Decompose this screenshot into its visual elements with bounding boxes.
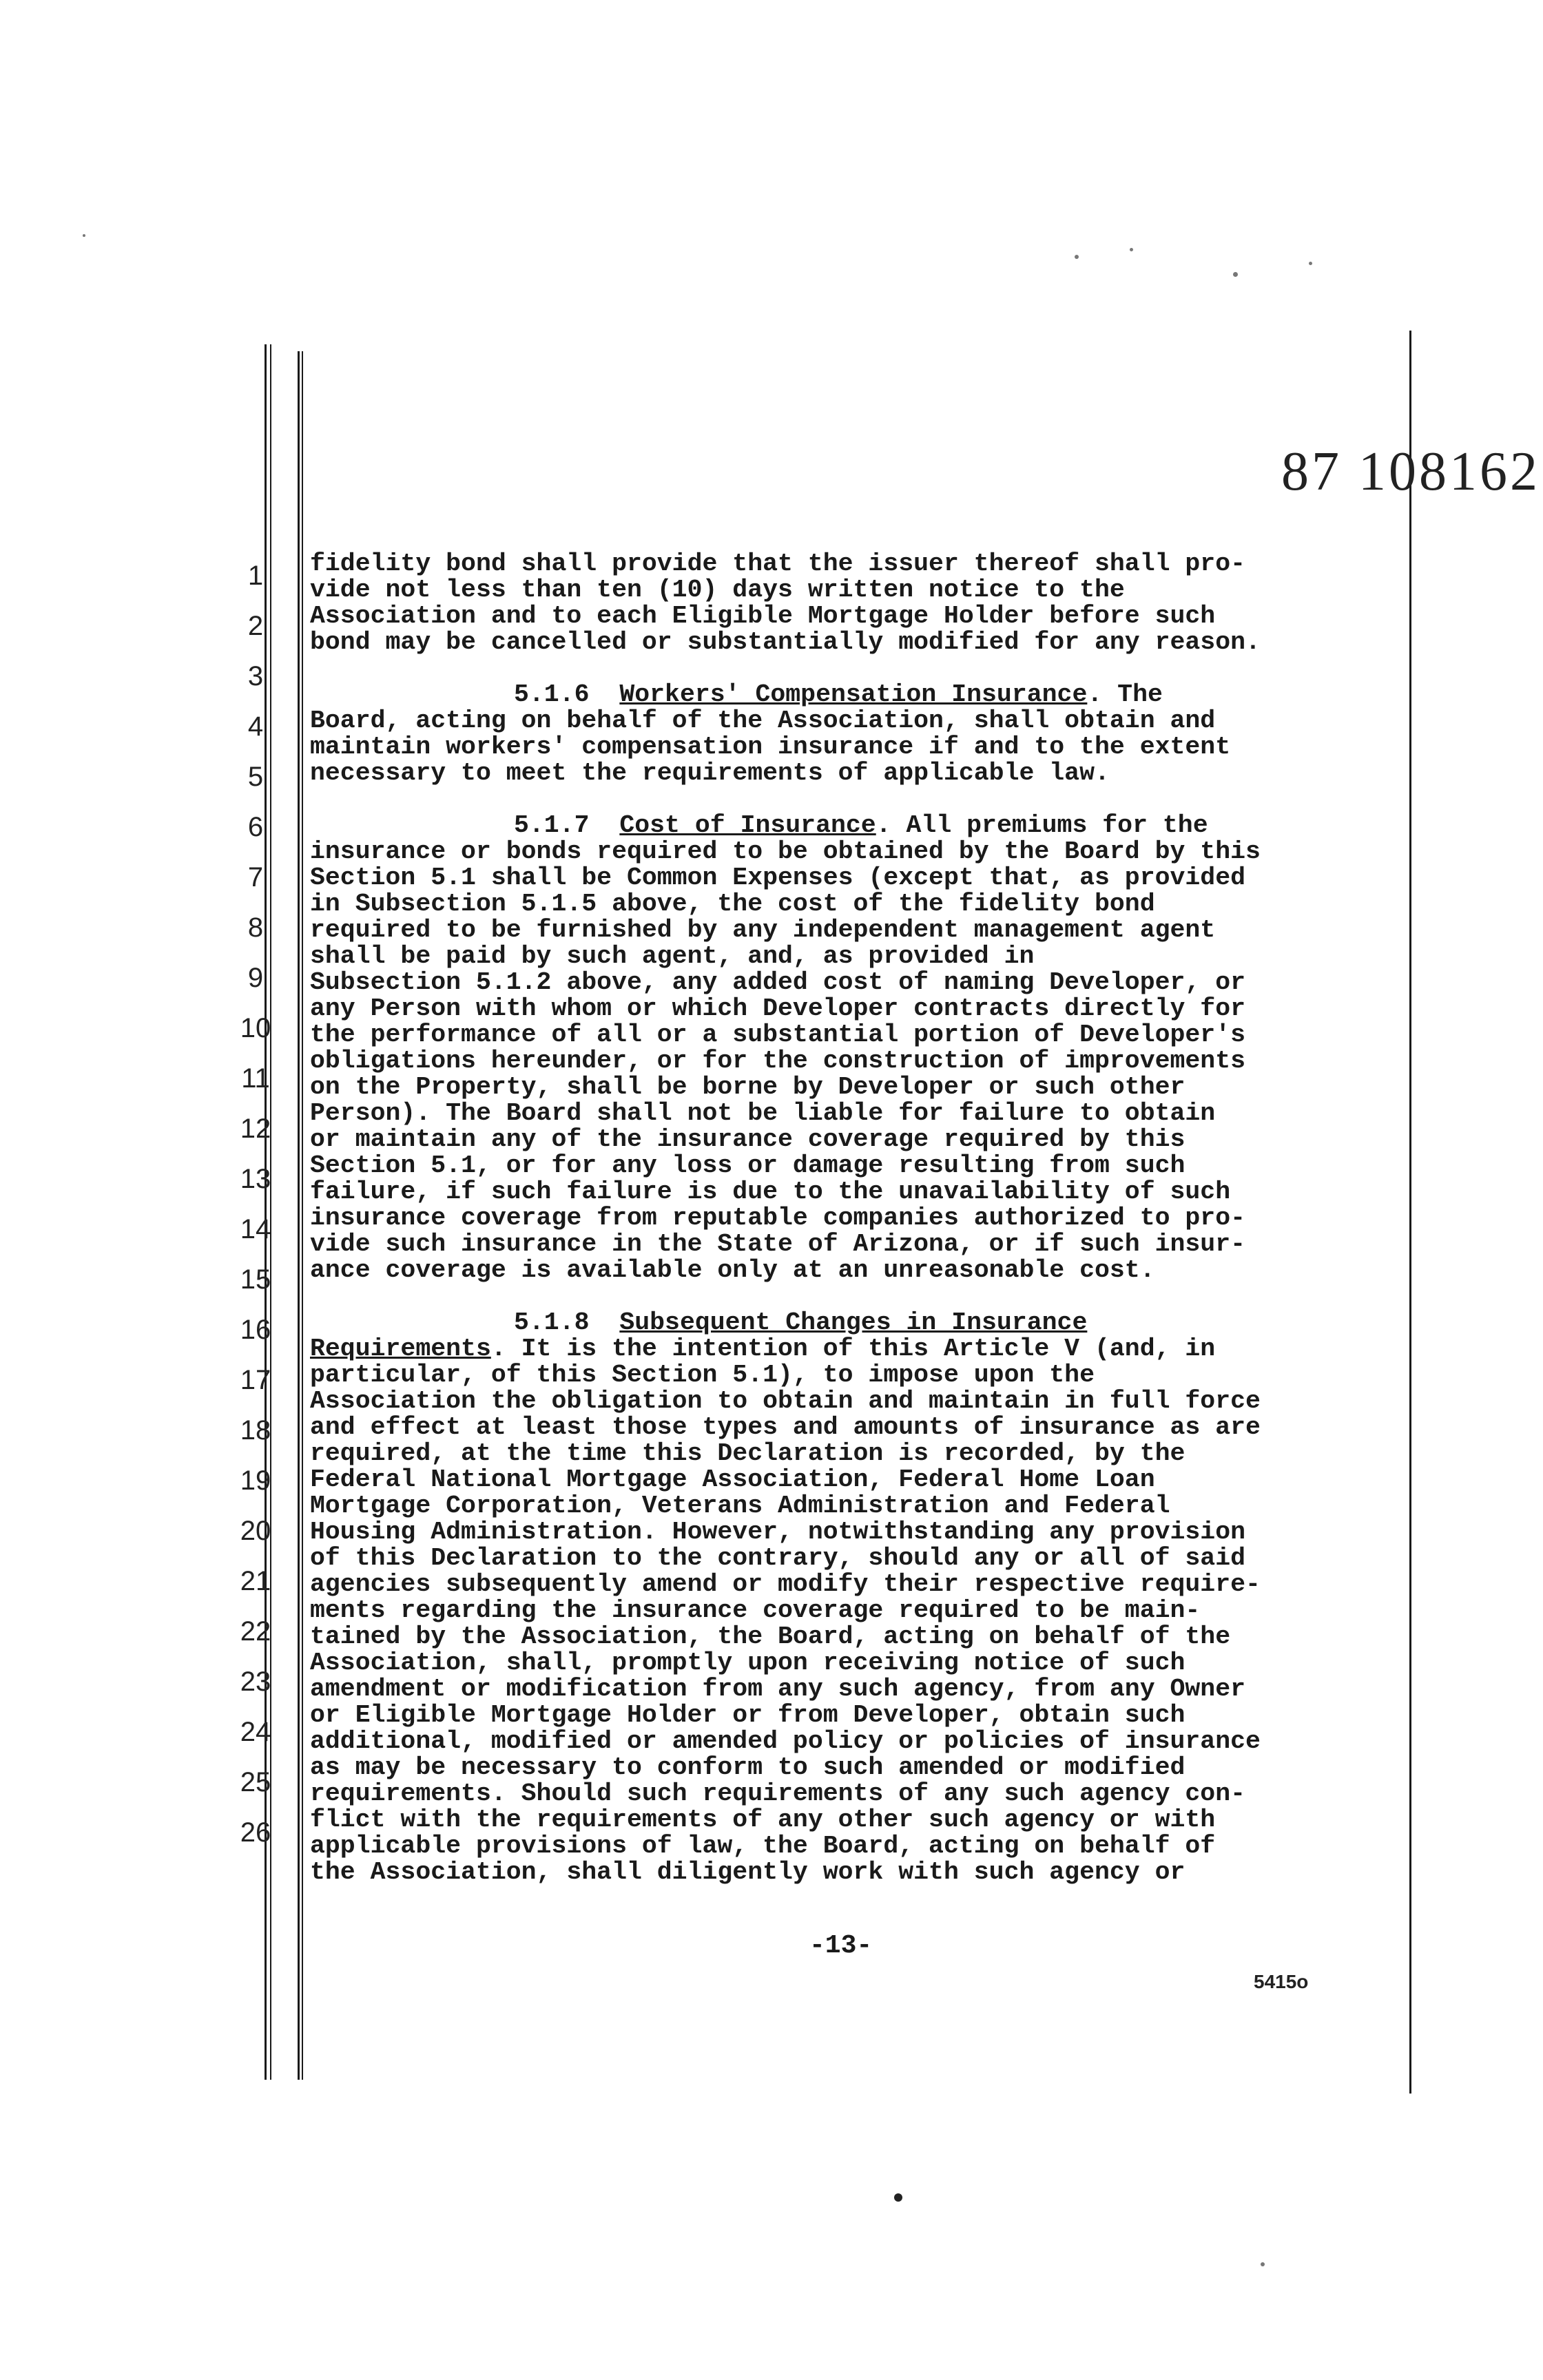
text-line: vide such insurance in the State of Arizona, or if such insur- xyxy=(310,1230,1246,1258)
text-line: on the Property, shall be borne by Developer or such other xyxy=(310,1073,1185,1101)
line-number: 1 xyxy=(247,561,264,591)
scan-speck xyxy=(894,2193,902,2202)
scan-speck xyxy=(1130,248,1133,251)
line-number: 6 xyxy=(247,812,264,842)
section-5-1-6 xyxy=(310,682,1385,786)
text-line: failure, if such failure is due to the unavailability of such xyxy=(310,1178,1231,1206)
text-line: Subsection 5.1.2 above, any added cost of naming Developer, or xyxy=(310,968,1246,996)
text-line: tained by the Association, the Board, acting on behalf of the xyxy=(310,1622,1231,1651)
text-line: additional, modified or amended policy or policies of insurance xyxy=(310,1727,1261,1755)
text-line: agencies subsequently amend or modify their respective require- xyxy=(310,1570,1261,1598)
scan-speck xyxy=(83,234,85,237)
line-number: 10 xyxy=(240,1013,271,1043)
section-number: 5.1.7 xyxy=(514,811,590,839)
line-number: 22 xyxy=(240,1616,271,1647)
text-line: as may be necessary to conform to such amended or modified xyxy=(310,1753,1185,1782)
line-number: 21 xyxy=(240,1566,271,1596)
text-line: requirements. Should such requirements of any such agency con- xyxy=(310,1779,1246,1808)
line-number: 16 xyxy=(240,1315,271,1345)
stamp-number-text: 87 108162 xyxy=(1281,441,1540,502)
text-line: any Person with whom or which Developer contracts directly for xyxy=(310,994,1246,1023)
text-line: shall be paid by such agent, and, as provided in xyxy=(310,942,1035,970)
line-number: 14 xyxy=(240,1214,271,1244)
text-line: Housing Administration. However, notwithstanding any provision xyxy=(310,1518,1246,1546)
text-line: Section 5.1, or for any loss or damage resulting from such xyxy=(310,1151,1185,1180)
section-heading-line xyxy=(310,813,1385,839)
text-line: of this Declaration to the contrary, should any or all of said xyxy=(310,1544,1246,1572)
text-line: Association, shall, promptly upon receiving notice of such xyxy=(310,1649,1185,1677)
section-heading: Cost of Insurance xyxy=(619,811,876,839)
text-line: Association the obligation to obtain and maintain in full force xyxy=(310,1387,1261,1415)
scan-speck xyxy=(1233,272,1238,277)
text-line: flict with the requirements of any other such agency or with xyxy=(310,1806,1216,1834)
text-line: Association and to each Eligible Mortgage Holder before such xyxy=(310,602,1216,630)
text-line: in Subsection 5.1.5 above, the cost of the fidelity bond xyxy=(310,890,1155,918)
text-line: Person). The Board shall not be liable for failure to obtain xyxy=(310,1099,1216,1127)
line-number: 9 xyxy=(247,963,264,993)
line-number: 11 xyxy=(241,1063,270,1094)
text-line: the Association, shall diligently work with such agency or xyxy=(310,1858,1185,1886)
document-body xyxy=(310,551,1385,1886)
right-margin-rule xyxy=(1409,331,1411,2094)
text-line: the performance of all or a substantial portion of Developer's xyxy=(310,1021,1246,1049)
section-heading: Requirements xyxy=(310,1335,491,1363)
scan-speck xyxy=(1075,255,1079,259)
line-number: 8 xyxy=(247,912,264,943)
line-number: 18 xyxy=(240,1415,271,1445)
scan-speck xyxy=(1309,262,1312,265)
text-line: or Eligible Mortgage Holder or from Developer, obtain such xyxy=(310,1701,1185,1729)
section-5-1-8 xyxy=(310,1310,1385,1886)
text-line: . It is the intention of this Article V (and, in xyxy=(490,1335,1216,1363)
text-line: . All premiums for the xyxy=(876,811,1208,839)
section-heading: Workers' Compensation Insurance xyxy=(619,680,1088,709)
section-5-1-7 xyxy=(310,813,1385,1284)
text-line: necessary to meet the requirements of applicable law. xyxy=(310,759,1110,787)
line-number: 7 xyxy=(247,862,264,892)
document-code: 5415o xyxy=(1254,1971,1309,1992)
text-line: particular, of this Section 5.1), to impose upon the xyxy=(310,1361,1095,1389)
section-number: 5.1.6 xyxy=(514,680,590,709)
text-line: Section 5.1 shall be Common Expenses (except that, as provided xyxy=(310,864,1246,892)
line-number: 26 xyxy=(240,1817,271,1848)
text-line: and effect at least those types and amounts of insurance as are xyxy=(310,1413,1261,1441)
text-line: amendment or modification from any such agency, from any Owner xyxy=(310,1675,1246,1703)
text-line: applicable provisions of law, the Board, acting on behalf of xyxy=(310,1832,1216,1860)
text-line: vide not less than ten (10) days written notice to the xyxy=(310,576,1125,604)
text-line: . The xyxy=(1087,680,1163,709)
left-margin-rule xyxy=(302,351,303,2080)
line-number: 4 xyxy=(247,711,264,742)
section-heading-line xyxy=(310,682,1385,708)
text-line: Board, acting on behalf of the Association, shall obtain and xyxy=(310,707,1216,735)
text-line: obligations hereunder, or for the construction of improvements xyxy=(310,1047,1246,1075)
text-line: Mortgage Corporation, Veterans Administration and Federal xyxy=(310,1492,1170,1520)
section-heading: Subsequent Changes in Insurance xyxy=(619,1308,1088,1337)
line-number: 5 xyxy=(247,762,264,792)
text-line: maintain workers' compensation insurance if and to the extent xyxy=(310,733,1231,761)
text-line: ments regarding the insurance coverage required to be main- xyxy=(310,1596,1201,1625)
text-line: ance coverage is available only at an unreasonable cost. xyxy=(310,1256,1155,1284)
text-line xyxy=(310,1336,1385,1362)
text-line: required, at the time this Declaration is recorded, by the xyxy=(310,1439,1185,1468)
line-number: 17 xyxy=(240,1365,271,1395)
text-line: fidelity bond shall provide that the issuer thereof shall pro- xyxy=(310,550,1246,578)
page-number: -13- xyxy=(809,1931,873,1961)
text-line: bond may be cancelled or substantially modified for any reason. xyxy=(310,628,1261,656)
line-number: 23 xyxy=(240,1667,271,1697)
line-number: 13 xyxy=(240,1164,271,1194)
line-number: 25 xyxy=(240,1767,271,1797)
left-margin-rule xyxy=(298,351,300,2080)
section-heading-line xyxy=(310,1310,1385,1336)
text-line: or maintain any of the insurance coverage required by this xyxy=(310,1125,1185,1154)
line-number: 20 xyxy=(240,1516,271,1546)
line-number: 24 xyxy=(240,1717,271,1747)
section-number: 5.1.8 xyxy=(514,1308,590,1337)
text-line: Federal National Mortgage Association, Federal Home Loan xyxy=(310,1465,1155,1494)
line-number: 3 xyxy=(247,661,264,691)
line-number: 2 xyxy=(247,611,264,641)
line-number: 12 xyxy=(240,1114,271,1144)
text-line: insurance or bonds required to be obtained by the Board by this xyxy=(310,837,1261,866)
line-number: 19 xyxy=(240,1465,271,1496)
paragraph-fidelity-bond xyxy=(310,551,1385,656)
line-number: 15 xyxy=(240,1264,271,1295)
line-number-column xyxy=(225,551,287,1858)
scan-speck xyxy=(1261,2262,1265,2266)
text-line: insurance coverage from reputable companies authorized to pro- xyxy=(310,1204,1246,1232)
text-line: required to be furnished by any independent management agent xyxy=(310,916,1216,944)
